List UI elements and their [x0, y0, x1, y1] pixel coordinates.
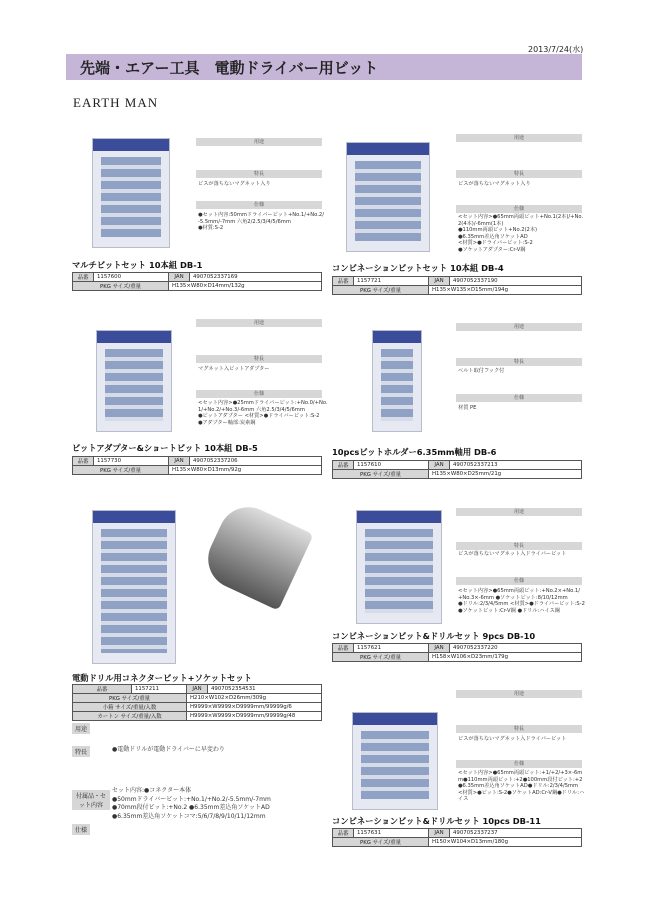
feature-label: 特長	[72, 746, 90, 757]
spec-table: 品番 1157721 JAN 4907052337190 PKG サイズ/重量 H135×W135×D15mm/194g	[332, 276, 582, 295]
spec-header: 仕様	[456, 205, 582, 213]
product-image-db1	[92, 138, 170, 248]
product-title: ビットアダプター&ショートビット 10本組 DB-5	[72, 443, 258, 453]
product-image-connector	[92, 510, 176, 664]
feature-text: マグネット入ビットアダプター	[198, 366, 270, 372]
feature-text: ●電動ドリルが電動ドライバーに早変わり	[112, 746, 225, 753]
feature-header: 特長	[456, 725, 582, 733]
product-title: コンビネーションビットセット 10本組 DB-4	[332, 263, 504, 273]
spec-table: 品番 1157610 JAN 4907052337213 PKG サイズ/重量 H135×W80×D25mm/21g	[332, 460, 582, 479]
spec-table: 品番 1157600 JAN 4907052337169 PKG サイズ/重量 H135×W80×D14mm/132g	[72, 272, 322, 291]
page-title: 先端・エアー工具 電動ドライバー用ビット	[80, 59, 379, 77]
product-image-db5	[96, 330, 172, 432]
spec-text: ●セット内容:50mmドライバービット+No.1/+No.2/ -5.5mm/-7mm 六角2/2.5/3/4/5/6mm ●材質:S-2	[198, 212, 324, 231]
spec-table: 品番 1157631 JAN 4907052337237 PKG サイズ/重量 H150×W104×D13mm/180g	[332, 828, 582, 847]
spec-table: 品番 1157730 JAN 4907052337206 PKG サイズ/重量 H135×W80×D13mm/92g	[72, 456, 322, 475]
usage-header: 用途	[456, 508, 582, 516]
feature-header: 特長	[456, 542, 582, 550]
drill-usage-photo	[198, 497, 313, 610]
product-image-db6	[372, 330, 422, 432]
spec-text: 材質 PE	[458, 405, 477, 411]
usage-header: 用途	[456, 690, 582, 698]
print-date: 2013/7/24(水)	[528, 45, 584, 54]
usage-header: 用途	[196, 319, 322, 327]
feature-text: ビスが落ちないマグネット入り	[198, 181, 271, 187]
spec-label: 仕様	[72, 824, 90, 835]
spec-header: 仕様	[196, 201, 322, 209]
spec-text: <セット内容>●25mmドライバービット:+No.0/+No. 1/+No.2/+No.3/-6mm 六角2.5/3/4/5/6mm ●ビットアダプター <材質>●ドライバービット:S-2 ●アダプター軸部:炭素鋼	[198, 400, 328, 426]
feature-header: 特長	[196, 355, 322, 363]
usage-header: 用途	[456, 323, 582, 331]
feature-header: 特長	[456, 358, 582, 366]
feature-text: ビスが落ちないマグネット入り	[458, 181, 531, 187]
spec-header: 仕様	[456, 577, 582, 585]
category-banner	[66, 54, 582, 80]
contents-text: セット内容:●コネクター本体 ●50mmドライバービット:+No.1/+No.2/-5.5mm/-7mm ●70mm段付ビット:+No.2 ●6.35mm差込角ソケットAD ●6.35mm差込角ソケットコマ:5/6/7/8/9/10/11/12mm	[112, 787, 271, 820]
usage-label: 用途	[72, 723, 90, 734]
feature-text: ビスが落ちないマグネット入ドライバービット	[458, 736, 567, 742]
spec-header: 仕様	[456, 394, 582, 402]
product-title: マルチビットセット 10本組 DB-1	[72, 260, 203, 270]
product-image-db4	[346, 142, 430, 252]
spec-text: <セット内容>●65mm両頭ビット:+1/+2/+3×-6m m●110mm両頭ビット:+2●100mm段付ビット:+2 ●6.35mm差込角ソケットAD●ドリル:2/3/4/5mm <材質>●ビット:S-2●ソケットAD:Cr-V鋼●ドリル:ハ イス	[458, 770, 585, 802]
product-title: 10pcsビットホルダー6.35mm軸用 DB-6	[332, 447, 497, 457]
usage-header: 用途	[196, 138, 322, 146]
feature-header: 特長	[196, 170, 322, 178]
product-title: 電動ドリル用コネクタービット+ソケットセット	[72, 673, 252, 683]
product-image-db10	[356, 510, 442, 624]
spec-text: <セット内容>●65mm両頭ビット:+No.2×+No.1/ +No.3×-6mm ●ソケットビット:8/10/12mm ●ドリル:2/3/4/5mm <材質>●ドライバービット:S-2 ●ソケットビット:Cr-V鋼 ●ドリル:ハイス鋼	[458, 588, 585, 614]
spec-table: 品番 1157621 JAN 4907052337220 PKG サイズ/重量 H158×W106×D23mm/179g	[332, 643, 582, 662]
spec-text: <セット内容>●65mm両頭ビット+No.1(2本)/+No. 2(4本)/-6mm(1本) ●110mm両頭ビット+No.2(2本) ●6.35mm差込角ソケットAD <材質>●ドライバービット:S-2 ●ソケットアダプター:Cr-V鋼	[458, 214, 584, 253]
spec-header: 仕様	[456, 760, 582, 768]
product-title: コンビネーションビット&ドリルセット 10pcs DB-11	[332, 816, 541, 826]
feature-header: 特長	[456, 170, 582, 178]
product-title: コンビネーションビット&ドリルセット 9pcs DB-10	[332, 631, 536, 641]
feature-text: ビスが落ちないマグネット入ドライバービット	[458, 551, 567, 557]
spec-header: 仕様	[196, 390, 322, 398]
usage-header: 用途	[456, 134, 582, 142]
accessory-label: 付属品・セット内容	[72, 790, 110, 810]
product-image-db11	[352, 712, 438, 810]
feature-text: ベルト取付フック付	[458, 368, 505, 374]
brand-logo: EARTH MAN	[73, 95, 159, 110]
spec-table: 品番 1157211 JAN 4907052354531 PKG サイズ/重量 H210×W102×D26mm/309g 小箱 サイズ/重量/入数 H9999×W9999×D9999mm/99999g/6 カートン サイズ/重量/入数 H9999×W9999×D9999mm/99999g/48	[72, 684, 322, 721]
